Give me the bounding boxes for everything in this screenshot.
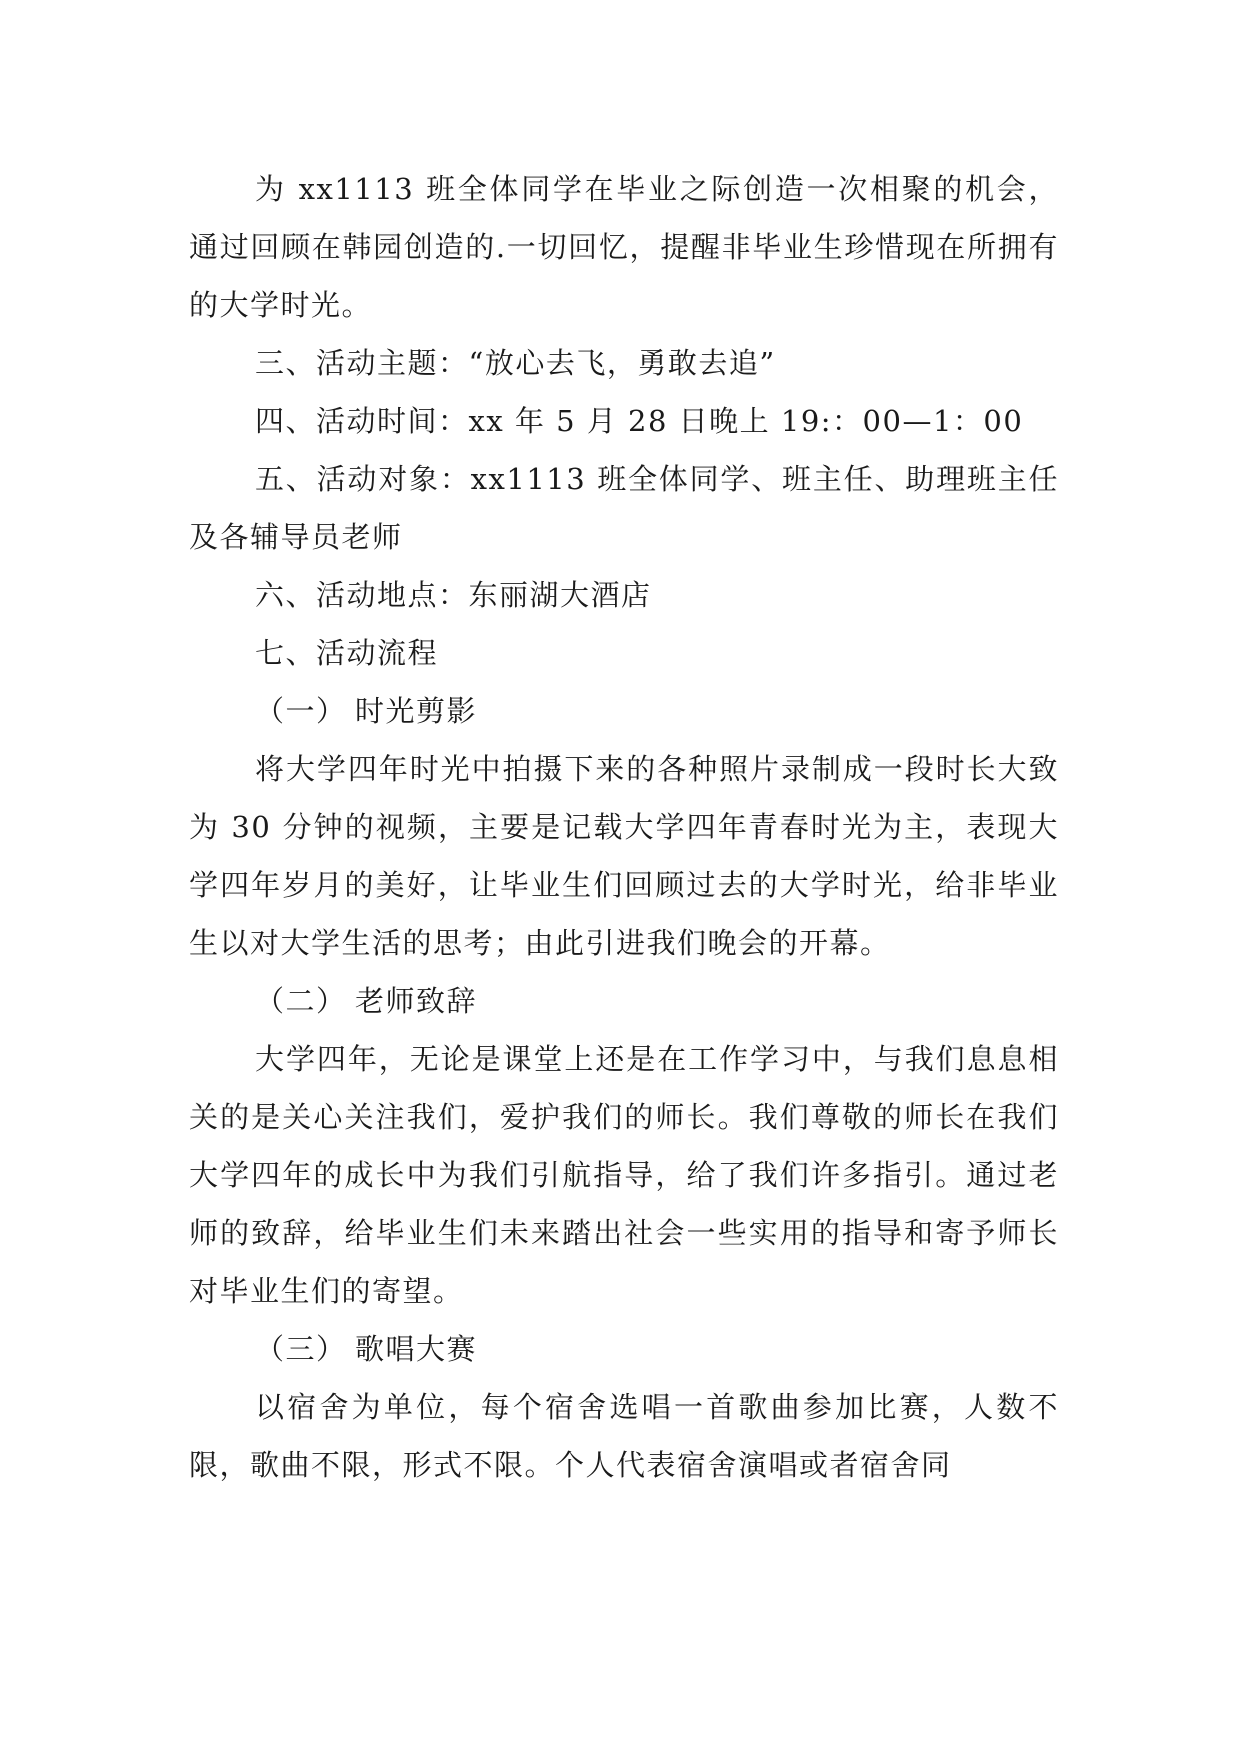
subheading-label: 老师致辞 (355, 984, 478, 1018)
paragraph-singing-contest: 以宿舍为单位，每个宿舍选唱一首歌曲参加比赛，人数不限，歌曲不限，形式不限。个人代表宿舍演唱或者宿舍同 (189, 1390, 1059, 1482)
paragraph-purpose: 为 xx1113 班全体同学在毕业之际创造一次相聚的机会，通过回顾在韩园创造的.一切回忆，提醒非毕业生珍惜现在所拥有的大学时光。 (189, 172, 1059, 322)
paragraph-activity-theme: 三、活动主题：“放心去飞，勇敢去追” (255, 346, 776, 380)
subheading-label: 歌唱大赛 (355, 1332, 478, 1366)
paragraph-activity-process: 七、活动流程 (255, 636, 439, 670)
subheading-number: （一） (255, 694, 347, 728)
paragraph-time-montage: 将大学四年时光中拍摄下来的各种照片录制成一段时长大致为 30 分钟的视频，主要是记载大学四年青春时光为主，表现大学四年岁月的美好，让毕业生们回顾过去的大学时光，给非毕业生以对大学生活的思考；由此引进我们晚会的开幕。 (189, 752, 1059, 960)
paragraph-activity-audience: 五、活动对象：xx1113 班全体同学、班主任、助理班主任及各辅导员老师 (189, 462, 1059, 554)
paragraph-activity-location: 六、活动地点：东丽湖大酒店 (255, 578, 652, 612)
document-body (189, 160, 1059, 1494)
subheading-number: （二） (255, 984, 347, 1018)
subheading-number: （三） (255, 1332, 347, 1366)
subheading-label: 时光剪影 (355, 694, 478, 728)
subheading-singing-contest (189, 1320, 1059, 1378)
paragraph-activity-time: 四、活动时间：xx 年 5 月 28 日晚上 19:：00—1：00 (255, 404, 1024, 438)
subheading-teacher-speech (189, 972, 1059, 1030)
subheading-time-montage (189, 682, 1059, 740)
paragraph-teacher-speech: 大学四年，无论是课堂上还是在工作学习中，与我们息息相关的是关心关注我们，爱护我们的师长。我们尊敬的师长在我们大学四年的成长中为我们引航指导，给了我们许多指引。通过老师的致辞，给毕业生们未来踏出社会一些实用的指导和寄予师长对毕业生们的寄望。 (189, 1042, 1059, 1308)
